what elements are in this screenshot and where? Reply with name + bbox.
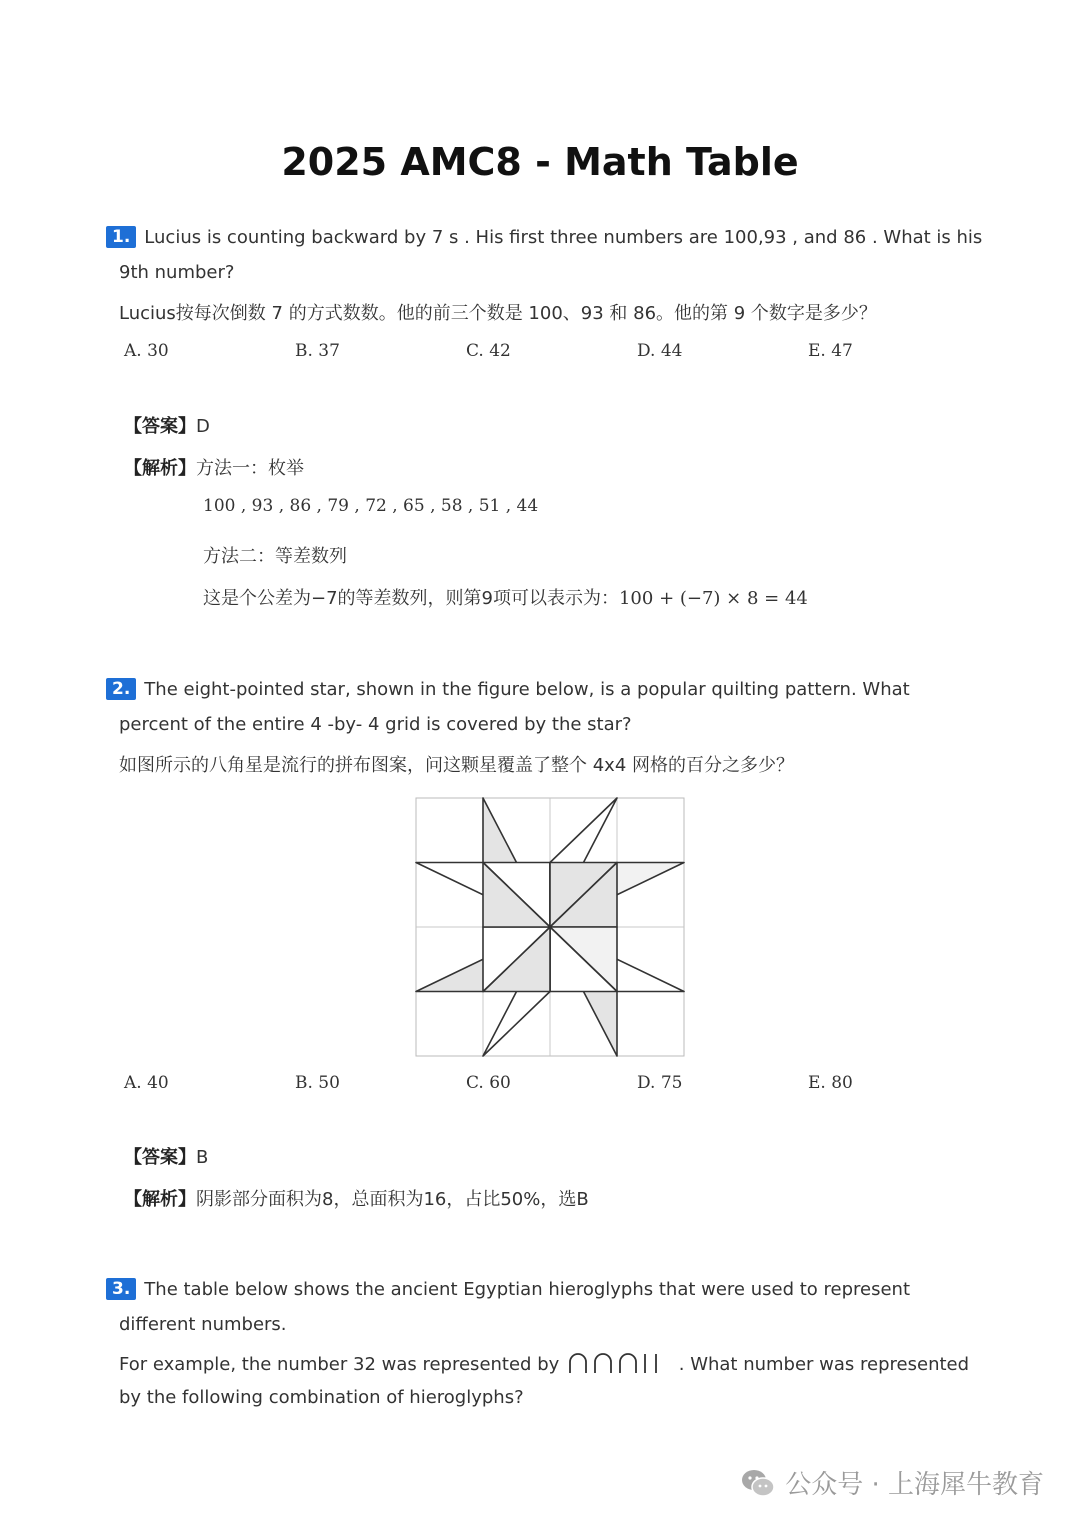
page-title: 2025 AMC8 - Math Table — [281, 140, 799, 184]
q2-answer-value: B — [196, 1147, 209, 1168]
q1-choice-c: C. 42 — [466, 341, 511, 361]
q1-answer — [124, 412, 210, 438]
q3-english-1: The table below shows the ancient Egyptian hieroglyphs that were used to represent — [144, 1279, 911, 1300]
q3-english-3b: . What number was represented — [678, 1354, 970, 1375]
q2-choice-d: D. 75 — [637, 1073, 683, 1093]
q2-choice-e: E. 80 — [808, 1073, 853, 1093]
q1-choice-a: A. 30 — [124, 341, 169, 361]
watermark-text: 公众号 · 上海犀牛教育 — [785, 1470, 1044, 1500]
q3-english-4: by the following combination of hieroglyphs? — [119, 1387, 524, 1408]
q1-choice-d: D. 44 — [637, 341, 683, 361]
q2-text-line1 — [106, 678, 910, 700]
q2-chinese: 如图所示的八角星是流行的拼布图案，问这颗星覆盖了整个 4x4 网格的百分之多少？ — [119, 755, 794, 776]
q2-choice-b: B. 50 — [295, 1073, 340, 1093]
q3-english-2: different numbers. — [119, 1314, 287, 1335]
q1-formula: 100 + (−7) × 8 = 44 — [618, 588, 808, 609]
q1-choice-e: E. 47 — [808, 341, 853, 361]
hieroglyph-32-icon — [567, 1351, 671, 1375]
q2-choice-a: A. 40 — [124, 1073, 169, 1093]
q1-chinese: Lucius按每次倒数 7 的方式数数。他的前三个数是 100、93 和 86。他的第 9 个数字是多少？ — [119, 303, 877, 324]
q2-choice-c: C. 60 — [466, 1073, 511, 1093]
q1-choice-b: B. 37 — [295, 341, 340, 361]
wechat-icon — [741, 1468, 775, 1498]
q3-english-3a: For example, the number 32 was represented by — [119, 1354, 560, 1375]
q1-analysis — [124, 454, 304, 480]
q3-number-badge: 3. — [106, 1278, 136, 1300]
star-grid-figure — [415, 796, 687, 1058]
watermark — [741, 1464, 1044, 1501]
q3-english-3 — [119, 1351, 969, 1375]
q1-number-badge: 1. — [106, 226, 136, 248]
q1-answer-value: D — [196, 416, 210, 437]
q1-answer-tag: 【答案】 — [124, 416, 196, 437]
q2-number-badge: 2. — [106, 678, 136, 700]
q1-english-2: 9th number? — [119, 262, 235, 283]
q1-method1: 方法一：枚举 — [196, 458, 304, 479]
q1-english-1: Lucius is counting backward by 7 s . His first three numbers are 100,93 , and 86 . What is his — [144, 227, 983, 248]
q2-english-1: The eight-pointed star, shown in the figure below, is a popular quilting pattern. What — [144, 679, 910, 700]
q1-analysis-tag: 【解析】 — [124, 458, 196, 479]
q2-answer — [124, 1143, 208, 1169]
q1-text-line1 — [106, 226, 982, 248]
q1-method2: 方法二：等差数列 — [203, 546, 347, 567]
q2-analysis-tag: 【解析】 — [124, 1189, 196, 1210]
q1-formula-text: 这是个公差为−7的等差数列，则第9项可以表示为： — [203, 588, 619, 609]
q3-text-line1 — [106, 1278, 910, 1300]
q2-english-2: percent of the entire 4 -by- 4 grid is covered by the star? — [119, 714, 632, 735]
q2-analysis-text: 阴影部分面积为8，总面积为16，占比50%，选B — [196, 1189, 589, 1210]
q2-answer-tag: 【答案】 — [124, 1147, 196, 1168]
q1-sequence: 100 , 93 , 86 , 79 , 72 , 65 , 58 , 51 , 44 — [203, 496, 539, 516]
q2-analysis — [124, 1185, 589, 1211]
q1-formula-line — [203, 584, 808, 610]
